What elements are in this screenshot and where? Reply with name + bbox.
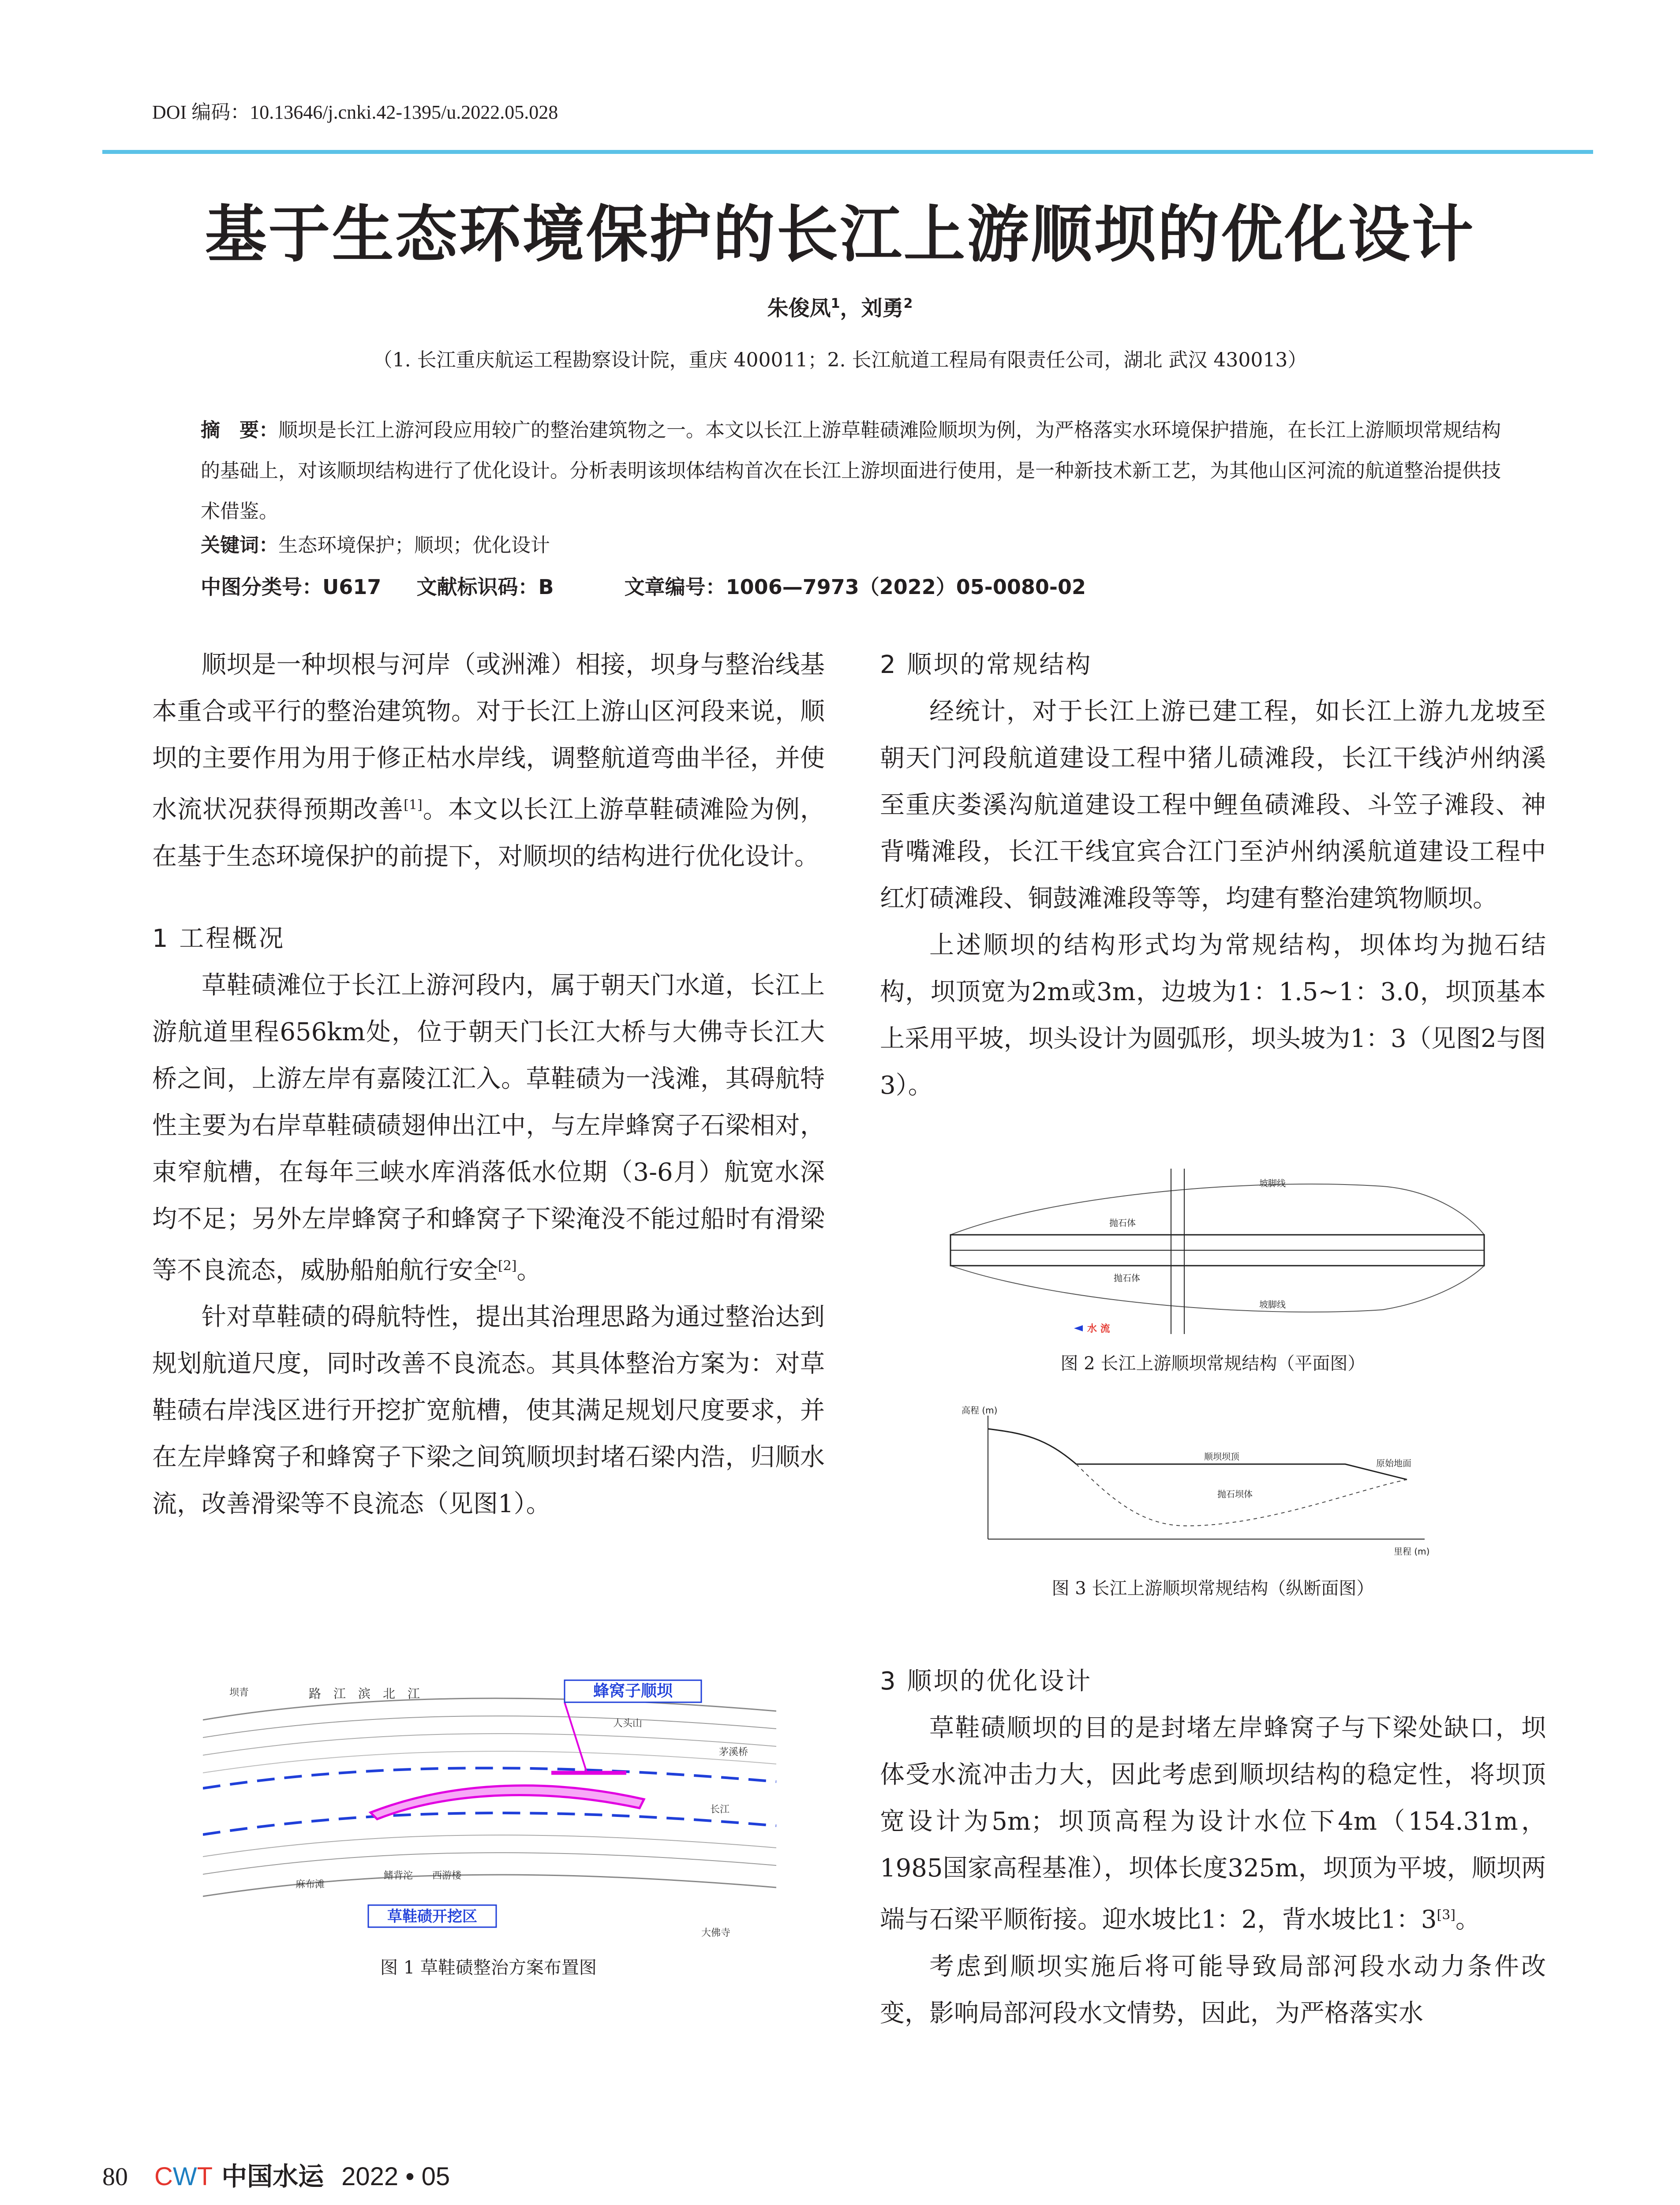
author-2-affil: 2 <box>903 296 913 311</box>
doi-line: DOI 编码：10.13646/j.cnki.42-1395/u.2022.05.028 <box>152 101 558 123</box>
right-column-top <box>880 642 1546 1109</box>
authors <box>0 291 1680 321</box>
left-column <box>152 642 825 1528</box>
clc-number: 中图分类号：U617 <box>201 575 382 599</box>
excavation-label: 草鞋碛开挖区 <box>387 1908 477 1925</box>
abstract <box>201 410 1502 532</box>
flow-arrow-icon <box>1074 1325 1083 1331</box>
map-river-label: 长江 <box>710 1804 730 1815</box>
fig3-end-label: 原始地面 <box>1376 1458 1411 1469</box>
fig3-x-axis-label: 里程 (m) <box>1394 1546 1430 1557</box>
article-title: 基于生态环境保护的长江上游顺坝的优化设计 <box>205 198 1475 271</box>
fig3-y-axis-label: 高程 (m) <box>962 1405 998 1416</box>
map-place-3: 大佛寺 <box>701 1928 731 1939</box>
map-place-1: 麻布滩 <box>296 1879 325 1890</box>
dam-label: 蜂窝子顺坝 <box>593 1682 673 1700</box>
classification-line <box>201 571 1086 600</box>
doc-code: 文献标识码：B <box>416 575 554 599</box>
section-3-paragraph-1: 草鞋碛顺坝的目的是封堵左岸蜂窝子与下梁处缺口，坝体受水流冲击力大，因此考虑到顺坝结构的稳定性，将坝顶宽设计为5m；坝顶高程为设计水位下4m（154.31m，1985国家高程基准），坝体长度325m，坝顶为平坡，顺坝两端与石梁平顺衔接。迎水坡比1：2，背水坡比1：3[3]。 <box>880 1714 1546 1934</box>
map-road-label: 路 江 滨 北 江 <box>309 1686 420 1701</box>
section-1-paragraph-2: 针对草鞋碛的碍航特性，提出其治理思路为通过整治达到规划航道尺度，同时改善不良流态。其具体整治方案为：对草鞋碛右岸浅区进行开挖扩宽航槽，使其满足规划尺度要求，并在左岸蜂窝子和蜂窝子下梁之间筑顺坝封堵石梁内浩，归顺水流，改善滑梁等不良流态（见图1）。 <box>152 1303 825 1519</box>
header-rule <box>102 150 1593 154</box>
citation: [3] <box>1437 1907 1456 1923</box>
figure-2-caption: 图 2 长江上游顺坝常规结构（平面图） <box>1060 1353 1366 1374</box>
fig3-body-label: 抛石坝体 <box>1217 1489 1253 1499</box>
section-2-paragraph-1: 经统计，对于长江上游已建工程，如长江上游九龙坡至朝天门河段航道建设工程中猪儿碛滩段，长江干线泸州纳溪至重庆娄溪沟航道建设工程中鲤鱼碛滩段、斗笠子滩段、神背嘴滩段，长江干线宜宾合江门至泸州纳溪航道建设工程中红灯碛滩段、铜鼓滩滩段等等，均建有整治建筑物顺坝。 <box>880 697 1546 913</box>
author-2: 刘勇 <box>861 296 904 321</box>
map-bridge-label: 茅溪桥 <box>719 1747 748 1758</box>
fig2-rock-1: 抛石体 <box>1109 1218 1136 1228</box>
section-1-heading: 1 工程概况 <box>152 924 285 953</box>
map-place-5: 坝青 <box>229 1687 249 1698</box>
map-hill-label: 人头山 <box>613 1718 643 1729</box>
abstract-label: 摘 要： <box>201 419 278 441</box>
keywords <box>201 529 550 557</box>
fig3-top-label: 顺坝坝顶 <box>1204 1451 1239 1462</box>
journal-name: 中国水运 <box>221 2161 324 2191</box>
journal-logo: CWT <box>154 2162 213 2191</box>
map-place-4: 鳍背沱 <box>384 1870 413 1881</box>
section-1-paragraph-1: 草鞋碛滩位于长江上游河段内，属于朝天门水道，长江上游航道里程656km处，位于朝天门长江大桥与大佛寺长江大桥之间，上游左岸有嘉陵江汇入。草鞋碛为一浅滩，其碍航特性主要为右岸草鞋碛碛翅伸出江中，与左岸蜂窝子石梁相对，束窄航槽，在每年三峡水库消落低水位期（3-6月）航宽水深均不足；另外左岸蜂窝子和蜂窝子下梁淹没不能过船时有滑梁等不良流态，威胁船舶航行安全[2]。 <box>152 971 825 1285</box>
intro-paragraph: 顺坝是一种坝根与河岸（或洲滩）相接，坝身与整治线基本重合或平行的整治建筑物。对于长江上游山区河段来说，顺坝的主要作用为用于修正枯水岸线，调整航道弯曲半径，并使水流状况获得预期改善[1]。本文以长江上游草鞋碛滩险为例，在基于生态环境保护的前提下，对顺坝的结构进行优化设计。 <box>152 650 825 871</box>
section-2-heading: 2 顺坝的常规结构 <box>880 650 1093 679</box>
figure-1-map <box>203 1671 776 1940</box>
figure-1-caption: 图 1 草鞋碛整治方案布置图 <box>380 1958 597 1978</box>
page-footer <box>102 2156 450 2193</box>
author-separator: ， <box>840 296 861 321</box>
author-1-affil: 1 <box>831 296 840 311</box>
citation: [1] <box>404 797 423 813</box>
figure-3-caption: 图 3 长江上游顺坝常规结构（纵断面图） <box>1051 1578 1374 1599</box>
affiliations: （1. 长江重庆航运工程勘察设计院，重庆 400011；2. 长江航道工程局有限责任公司，湖北 武汉 430013） <box>373 349 1307 371</box>
author-1: 朱俊凤 <box>767 296 831 321</box>
keywords-label: 关键词： <box>201 534 278 557</box>
figure-2-plan <box>942 1169 1489 1336</box>
map-place-2: 西游楼 <box>432 1870 462 1881</box>
figure-3-section <box>957 1402 1451 1561</box>
section-3-heading: 3 顺坝的优化设计 <box>880 1667 1093 1696</box>
article-number: 文章编号：1006—7973（2022）05-0080-02 <box>624 575 1086 599</box>
keywords-text: 生态环境保护；顺坝；优化设计 <box>278 534 550 557</box>
fig2-water-flow: 水 流 <box>1087 1323 1110 1334</box>
fig2-rock-2: 抛石体 <box>1114 1273 1140 1283</box>
citation: [2] <box>498 1258 517 1274</box>
fig2-top-line-label: 坡脚线 <box>1259 1178 1286 1188</box>
page-number: 80 <box>102 2162 128 2191</box>
right-column-bottom <box>880 1658 1546 2037</box>
section-2-paragraph-2: 上述顺坝的结构形式均为常规结构，坝体均为抛石结构，坝顶宽为2m或3m，边坡为1：1.5~1：3.0，坝顶基本上采用平坡，坝头设计为圆弧形，坝头坡为1：3（见图2与图3）。 <box>880 931 1546 1100</box>
section-3-paragraph-2: 考虑到顺坝实施后将可能导致局部河段水动力条件改变，影响局部河段水文情势，因此，为严格落实水 <box>880 1952 1546 2028</box>
abstract-text: 顺坝是长江上游河段应用较广的整治建筑物之一。本文以长江上游草鞋碛滩险顺坝为例，为严格落实水环境保护措施，在长江上游顺坝常规结构的基础上，对该顺坝结构进行了优化设计。分析表明该坝体结构首次在长江上游坝面进行使用，是一种新技术新工艺，为其他山区河流的航道整治提供技术借鉴。 <box>201 419 1501 523</box>
issue-number: 2022 • 05 <box>341 2162 450 2191</box>
fig2-bottom-line-label: 坡脚线 <box>1259 1299 1286 1310</box>
